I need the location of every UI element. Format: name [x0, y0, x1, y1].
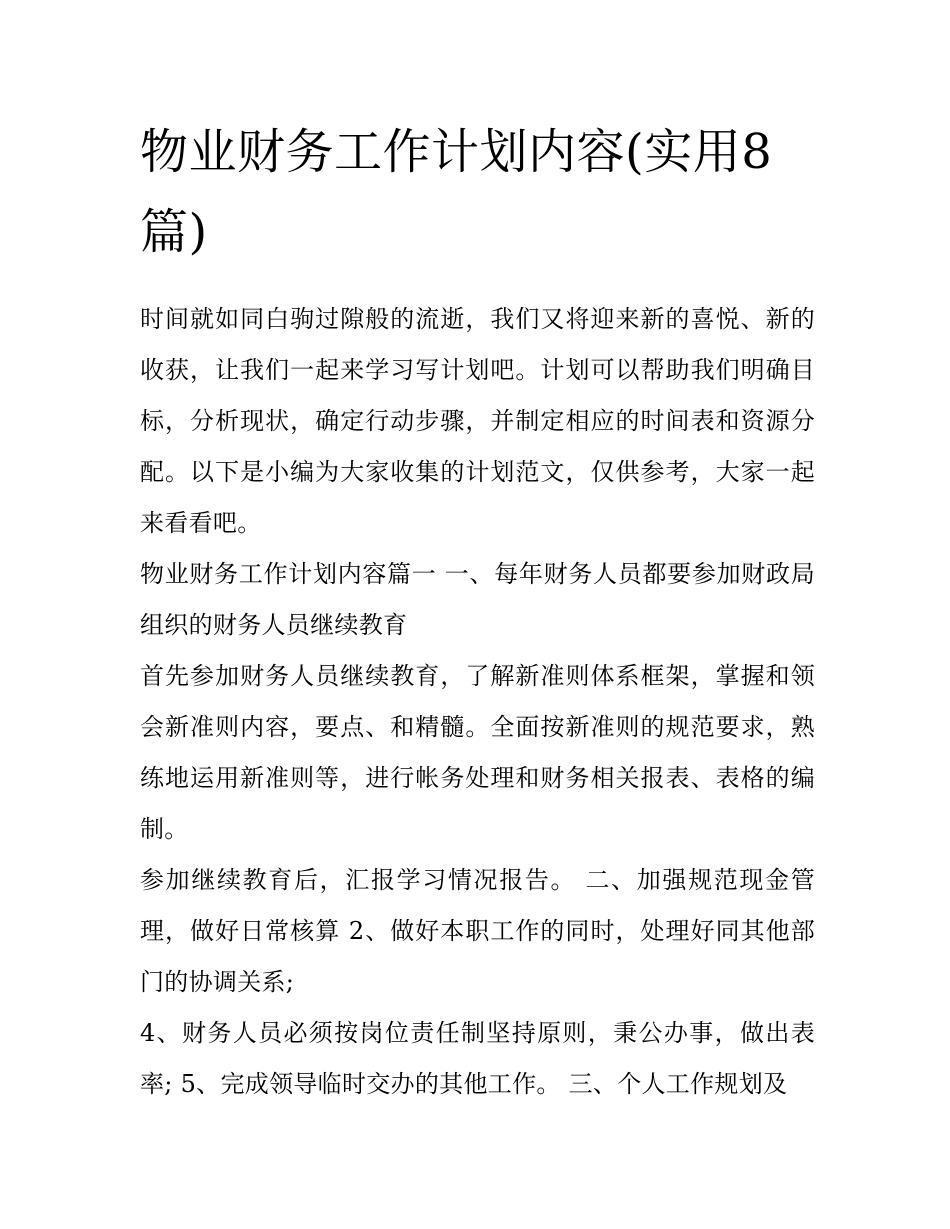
paragraph-section-one-heading: 物业财务工作计划内容篇一 一、每年财务人员都要参加财政局组织的财务人员继续教育 — [140, 560, 815, 639]
paragraph-responsibilities: 4、财务人员必须按岗位责任制坚持原则，秉公办事，做出表率; 5、完成领导临时交办的其他工作。 三、个人工作规划及 — [140, 1019, 815, 1098]
paragraph-cash-management: 参加继续教育后，汇报学习情况报告。 二、加强规范现金管理，做好日常核算 2、做好本职工作的同时，处理好同其他部门的协调关系; — [140, 866, 815, 996]
document-title: 物业财务工作计划内容(实用8篇) — [140, 124, 773, 260]
document-body — [140, 112, 815, 1110]
paragraph-continuing-education: 首先参加财务人员继续教育，了解新准则体系框架，掌握和领会新准则内容，要点、和精髓。全面按新准则的规范要求，熟练地运用新准则等，进行帐务处理和财务相关报表、表格的编制。 — [140, 662, 815, 843]
paragraph-intro: 时间就如同白驹过隙般的流逝，我们又将迎来新的喜悦、新的收获，让我们一起来学习写计划吧。计划可以帮助我们明确目标，分析现状，确定行动步骤，并制定相应的时间表和资源分配。以下是小编为大家收集的计划范文，仅供参考，大家一起来看看吧。 — [140, 305, 815, 537]
